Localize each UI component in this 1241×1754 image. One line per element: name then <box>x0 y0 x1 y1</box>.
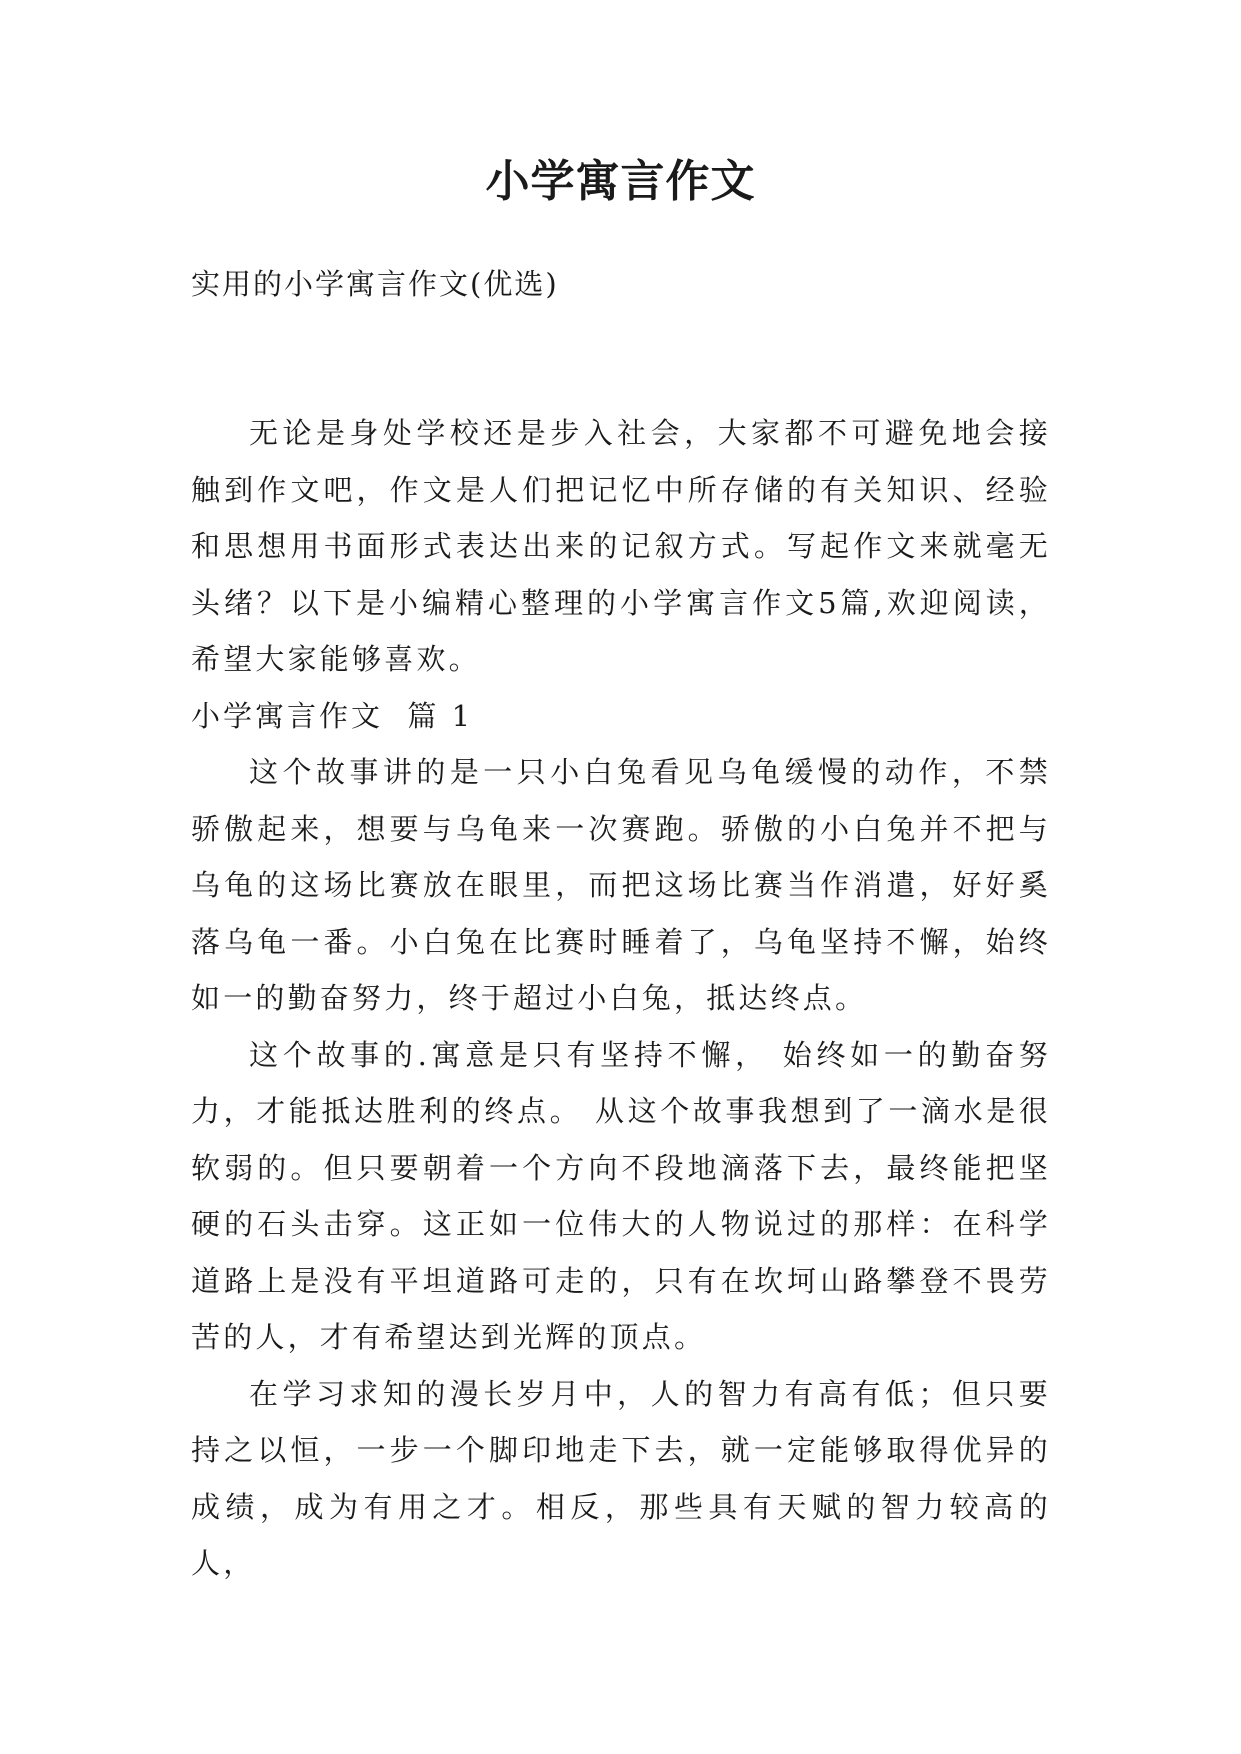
document-subtitle: 实用的小学寓言作文(优选) <box>191 267 559 301</box>
section1-paragraph-1: 这个故事讲的是一只小白兔看见乌龟缓慢的动作，不禁骄傲起来，想要与乌龟来一次赛跑。骄傲的小白兔并不把与乌龟的这场比赛放在眼里，而把这场比赛当作消遣，好好奚落乌龟一番。小白兔在比赛时睡着了，乌龟坚持不懈，始终如一的勤奋努力，终于超过小白兔，抵达终点。 <box>191 755 1051 1015</box>
section1-paragraph-3: 在学习求知的漫长岁月中，人的智力有高有低；但只要持之以恒，一步一个脚印地走下去，就一定能够取得优异的成绩，成为有用之才。相反，那些具有天赋的智力较高的人， <box>191 1376 1051 1580</box>
section-heading: 小学寓言作文 篇 1 <box>191 698 474 733</box>
document-body <box>191 405 1051 1592</box>
intro-paragraph: 无论是身处学校还是步入社会，大家都不可避免地会接触到作文吧，作文是人们把记忆中所存储的有关知识、经验和思想用书面形式表达出来的记叙方式。写起作文来就毫无头绪？以下是小编精心整理的小学寓言作文5篇,欢迎阅读，希望大家能够喜欢。 <box>191 416 1051 676</box>
section1-paragraph-2: 这个故事的.寓意是只有坚持不懈， 始终如一的勤奋努力，才能抵达胜利的终点。 从这个故事我想到了一滴水是很软弱的。但只要朝着一个方向不段地滴落下去，最终能把坚硬的石头击穿。这正如一位伟大的人物说过的那样：在科学道路上是没有平坦道路可走的，只有在坎坷山路攀登不畏劳苦的人，才有希望达到光辉的顶点。 <box>191 1037 1051 1354</box>
document-title: 小学寓言作文 <box>485 156 756 207</box>
